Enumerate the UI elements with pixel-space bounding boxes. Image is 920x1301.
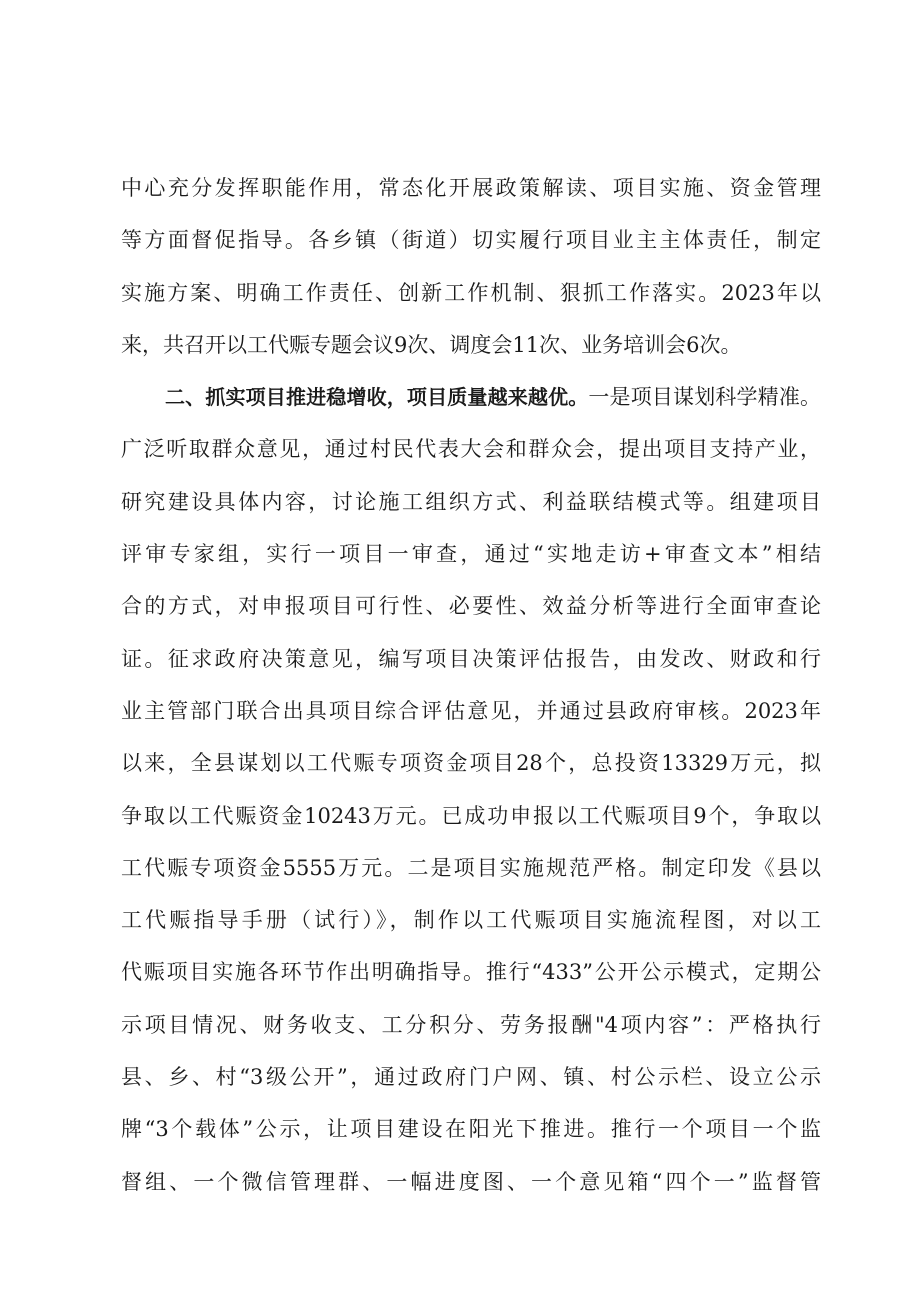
paragraph2-line-14: 牌“3个载体”公示，让项目建设在阳光下推进。推行一个项目一个监 [121, 1117, 821, 1142]
paragraph1-line-3: 实施方案、明确工作责任、创新工作机制、狠抓工作落实。2023年以 [121, 280, 821, 305]
paragraph1-line-2: 等方面督促指导。各乡镇（街道）切实履行项目业主主体责任，制定 [121, 228, 821, 253]
paragraph1-line-1: 中心充分发挥职能作用，常态化开展政策解读、项目实施、资金管理 [121, 176, 821, 200]
section-heading: 二、抓实项目推进稳增收，项目质量越来越优。 [165, 385, 589, 410]
paragraph2-line-15: 督组、一个微信管理群、一幅进度图、一个意见箱“四个一”监督管 [121, 1169, 821, 1194]
paragraph2-line-9: 工代赈专项资金5555万元。二是项目实施规范严格。制定印发《县以 [121, 855, 821, 880]
paragraph2-first-line-rest: 一是项目谋划科学精准。 [588, 385, 821, 410]
paragraph1-line-4: 来，共召开以工代赈专题会议9次、调度会11次、业务培训会6次。 [121, 332, 742, 357]
paragraph2-line-10: 工代赈指导手册（试行）》，制作以工代赈项目实施流程图，对以工 [121, 908, 821, 933]
paragraph2-line-6: 业主管部门联合出具项目综合评估意见，并通过县政府审核。2023年 [121, 698, 821, 723]
paragraph2-line-13: 县、乡、村“3级公开”，通过政府门户网、镇、村公示栏、设立公示 [121, 1065, 821, 1090]
paragraph2-line-12: 示项目情况、财务收支、工分积分、劳务报酬"4项内容”：严格执行 [121, 1012, 821, 1037]
paragraph2-line-11: 代赈项目实施各环节作出明确指导。推行“433”公开公示模式，定期公 [121, 960, 821, 985]
paragraph2-line-8: 争取以工代赈资金10243万元。已成功申报以工代赈项目9个，争取以 [121, 803, 821, 828]
paragraph2-first-line [121, 371, 821, 423]
paragraph2-line-1: 广泛听取群众意见，通过村民代表大会和群众会，提出项目支持产业， [121, 437, 821, 462]
paragraph2-line-4: 合的方式，对申报项目可行性、必要性、效益分析等进行全面审查论 [121, 594, 821, 619]
paragraph2-line-5: 证。征求政府决策意见，编写项目决策评估报告，由发改、财政和行 [121, 646, 821, 671]
paragraph2-line-3: 评审专家组，实行一项目一审查，通过“实地走访+审查文本”相结 [121, 542, 821, 567]
body-text [121, 162, 821, 1208]
paragraph2-line-7: 以来，全县谋划以工代赈专项资金项目28个，总投资13329万元，拟 [121, 751, 821, 776]
paragraph2-line-2: 研究建设具体内容，讨论施工组织方式、利益联结模式等。组建项目 [121, 489, 821, 514]
